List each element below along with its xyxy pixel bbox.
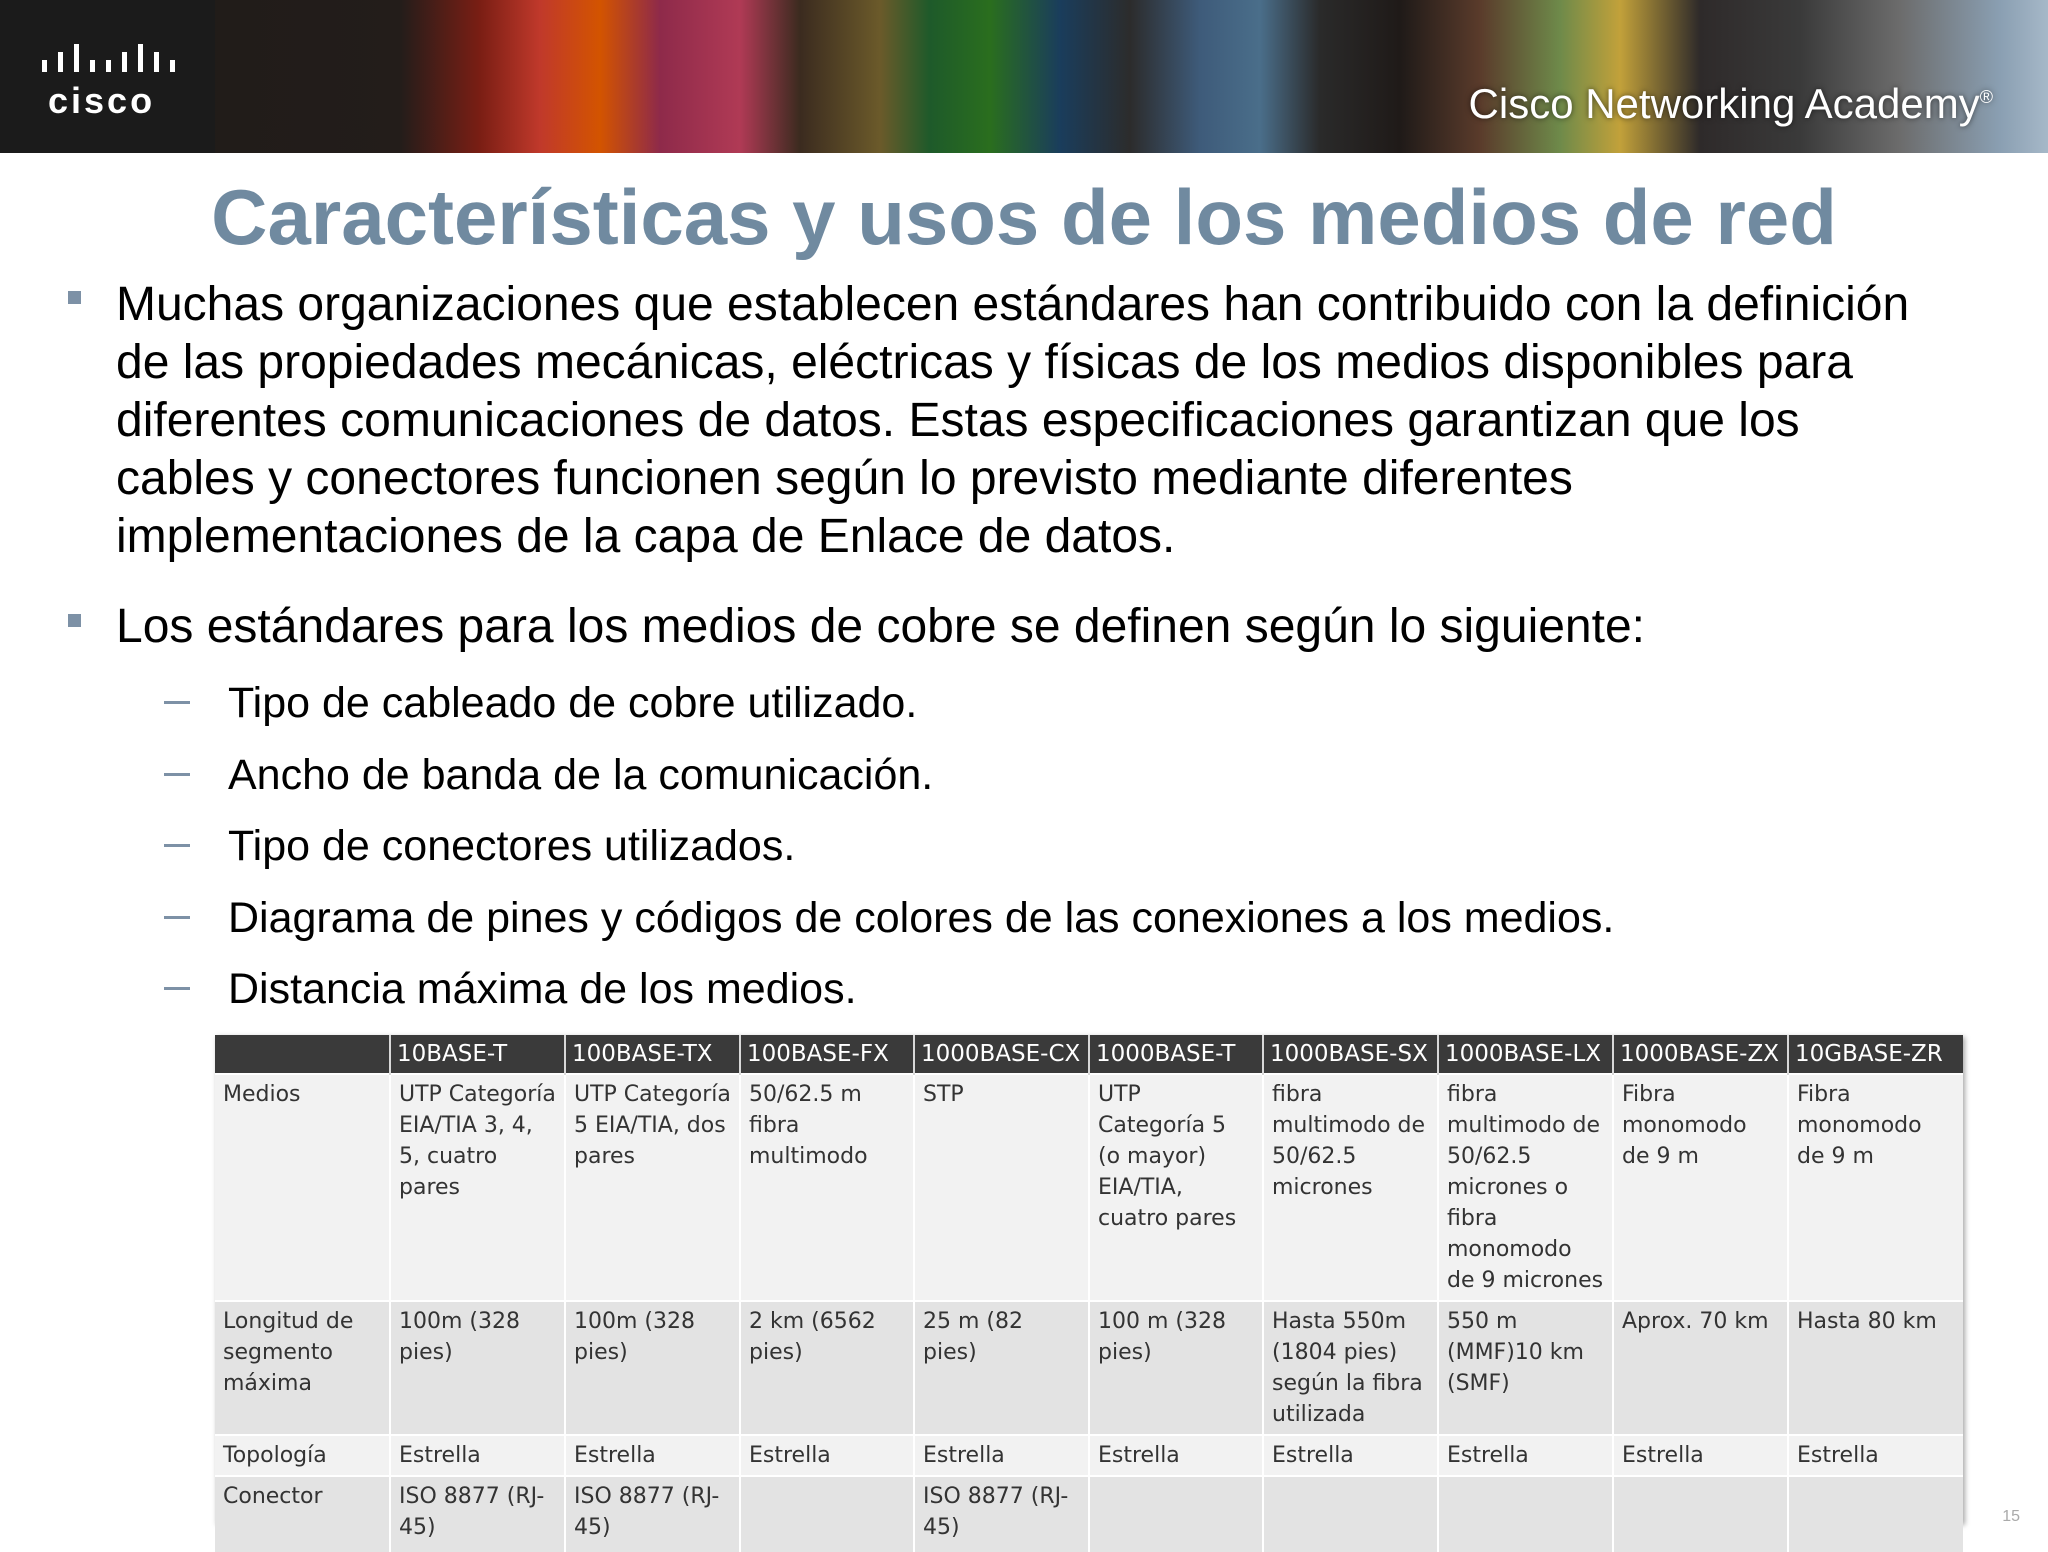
sub-bullet: Ancho de banda de la comunicación.: [228, 751, 934, 799]
header-cell: 1000BASE-LX: [1438, 1035, 1613, 1074]
row-label: Conector: [215, 1476, 390, 1552]
row-label: Topología: [215, 1435, 390, 1476]
header-banner: [0, 0, 2048, 153]
table-cell: 100m (328 pies): [565, 1301, 740, 1435]
media-standards-table: [215, 1035, 1963, 1552]
bullet-1-line: de las propiedades mecánicas, eléctricas y físicas de los medios disponibles para: [116, 336, 1853, 389]
table-cell: fibra multimodo de 50/62.5 micrones: [1263, 1074, 1438, 1301]
table-cell: Hasta 80 km: [1788, 1301, 1963, 1435]
table-row: [215, 1476, 1963, 1552]
header-cell: 1000BASE-CX: [914, 1035, 1089, 1074]
table-cell: Estrella: [1089, 1435, 1263, 1476]
bullet-1: [116, 276, 1909, 566]
academy-text: Cisco Networking Academy: [1468, 80, 1980, 127]
registered-mark: ®: [1979, 87, 1993, 107]
table-cell: Aprox. 70 km: [1613, 1301, 1788, 1435]
table-cell: [1089, 1476, 1263, 1552]
table-cell: fibra multimodo de 50/62.5 micrones o fibra monomodo de 9 micrones: [1438, 1074, 1613, 1301]
header-cell: 1000BASE-T: [1089, 1035, 1263, 1074]
dash-icon: [164, 916, 190, 919]
cisco-bars-icon: [40, 42, 185, 78]
row-label: Medios: [215, 1074, 390, 1301]
table-row: [215, 1074, 1963, 1301]
table-cell: UTP Categoría EIA/TIA 3, 4, 5, cuatro pares: [390, 1074, 565, 1301]
table-cell: ISO 8877 (RJ-45): [565, 1476, 740, 1552]
bullet-1-line: Muchas organizaciones que establecen estándares han contribuido con la definición: [116, 278, 1910, 331]
bullet-1-line: diferentes comunicaciones de datos. Estas especificaciones garantizan que los: [116, 394, 1800, 447]
bullet-square-icon: [68, 614, 81, 627]
header-cell: 1000BASE-SX: [1263, 1035, 1438, 1074]
header-cell: [215, 1035, 390, 1074]
table-cell: 25 m (82 pies): [914, 1301, 1089, 1435]
table-cell: [1613, 1476, 1788, 1552]
table-cell: [1263, 1476, 1438, 1552]
table-cell: Fibra monomodo de 9 m: [1613, 1074, 1788, 1301]
table-cell: Fibra monomodo de 9 m: [1788, 1074, 1963, 1301]
cisco-logo: [0, 0, 215, 153]
table-cell: 550 m (MMF)10 km (SMF): [1438, 1301, 1613, 1435]
sub-bullet: Tipo de conectores utilizados.: [228, 822, 796, 870]
table-cell: ISO 8877 (RJ-45): [390, 1476, 565, 1552]
dash-icon: [164, 987, 190, 990]
table-cell: [740, 1476, 914, 1552]
table-row: [215, 1301, 1963, 1435]
bullet-2: [116, 598, 1645, 656]
dash-icon: [164, 844, 190, 847]
bullet-2-line: Los estándares para los medios de cobre se definen según lo siguiente:: [116, 600, 1645, 653]
header-cell: 1000BASE-ZX: [1613, 1035, 1788, 1074]
row-label: Longitud de segmento máxima: [215, 1301, 390, 1435]
bullet-1-line: implementaciones de la capa de Enlace de datos.: [116, 510, 1176, 563]
table-cell: 50/62.5 m fibra multimodo: [740, 1074, 914, 1301]
cisco-logo-text: cisco: [48, 80, 156, 121]
table-cell: Estrella: [565, 1435, 740, 1476]
table-cell: UTP Categoría 5 (o mayor) EIA/TIA, cuatro pares: [1089, 1074, 1263, 1301]
sub-bullet: Tipo de cableado de cobre utilizado.: [228, 679, 918, 727]
table-header-row: [215, 1035, 1963, 1074]
table-cell: [1438, 1476, 1613, 1552]
slide-title: Características y usos de los medios de red: [211, 173, 1837, 261]
header-cell: 100BASE-TX: [565, 1035, 740, 1074]
table-cell: Hasta 550m (1804 pies) según la fibra utilizada: [1263, 1301, 1438, 1435]
sub-bullet: Diagrama de pines y códigos de colores de las conexiones a los medios.: [228, 894, 1615, 942]
table-cell: Estrella: [914, 1435, 1089, 1476]
table-cell: Estrella: [1613, 1435, 1788, 1476]
table-cell: Estrella: [1788, 1435, 1963, 1476]
header-cell: 100BASE-FX: [740, 1035, 914, 1074]
table-row: [215, 1435, 1963, 1476]
table-cell: [1788, 1476, 1963, 1552]
bullet-1-line: cables y conectores funcionen según lo previsto mediante diferentes: [116, 452, 1573, 505]
table-cell: Estrella: [390, 1435, 565, 1476]
table-cell: STP: [914, 1074, 1089, 1301]
table-cell: 2 km (6562 pies): [740, 1301, 914, 1435]
table-cell: Estrella: [1438, 1435, 1613, 1476]
table-cell: 100 m (328 pies): [1089, 1301, 1263, 1435]
dash-icon: [164, 701, 190, 704]
table-cell: ISO 8877 (RJ-45): [914, 1476, 1089, 1552]
header-cell: 10GBASE-ZR: [1788, 1035, 1963, 1074]
dash-icon: [164, 773, 190, 776]
academy-title: [1469, 80, 1993, 128]
sub-bullet: Distancia máxima de los medios.: [228, 965, 857, 1013]
table-cell: UTP Categoría 5 EIA/TIA, dos pares: [565, 1074, 740, 1301]
table-cell: 100m (328 pies): [390, 1301, 565, 1435]
table-cell: Estrella: [1263, 1435, 1438, 1476]
bullet-square-icon: [68, 291, 81, 304]
page-number: 15: [2002, 1508, 2020, 1525]
header-cell: 10BASE-T: [390, 1035, 565, 1074]
table-cell: Estrella: [740, 1435, 914, 1476]
